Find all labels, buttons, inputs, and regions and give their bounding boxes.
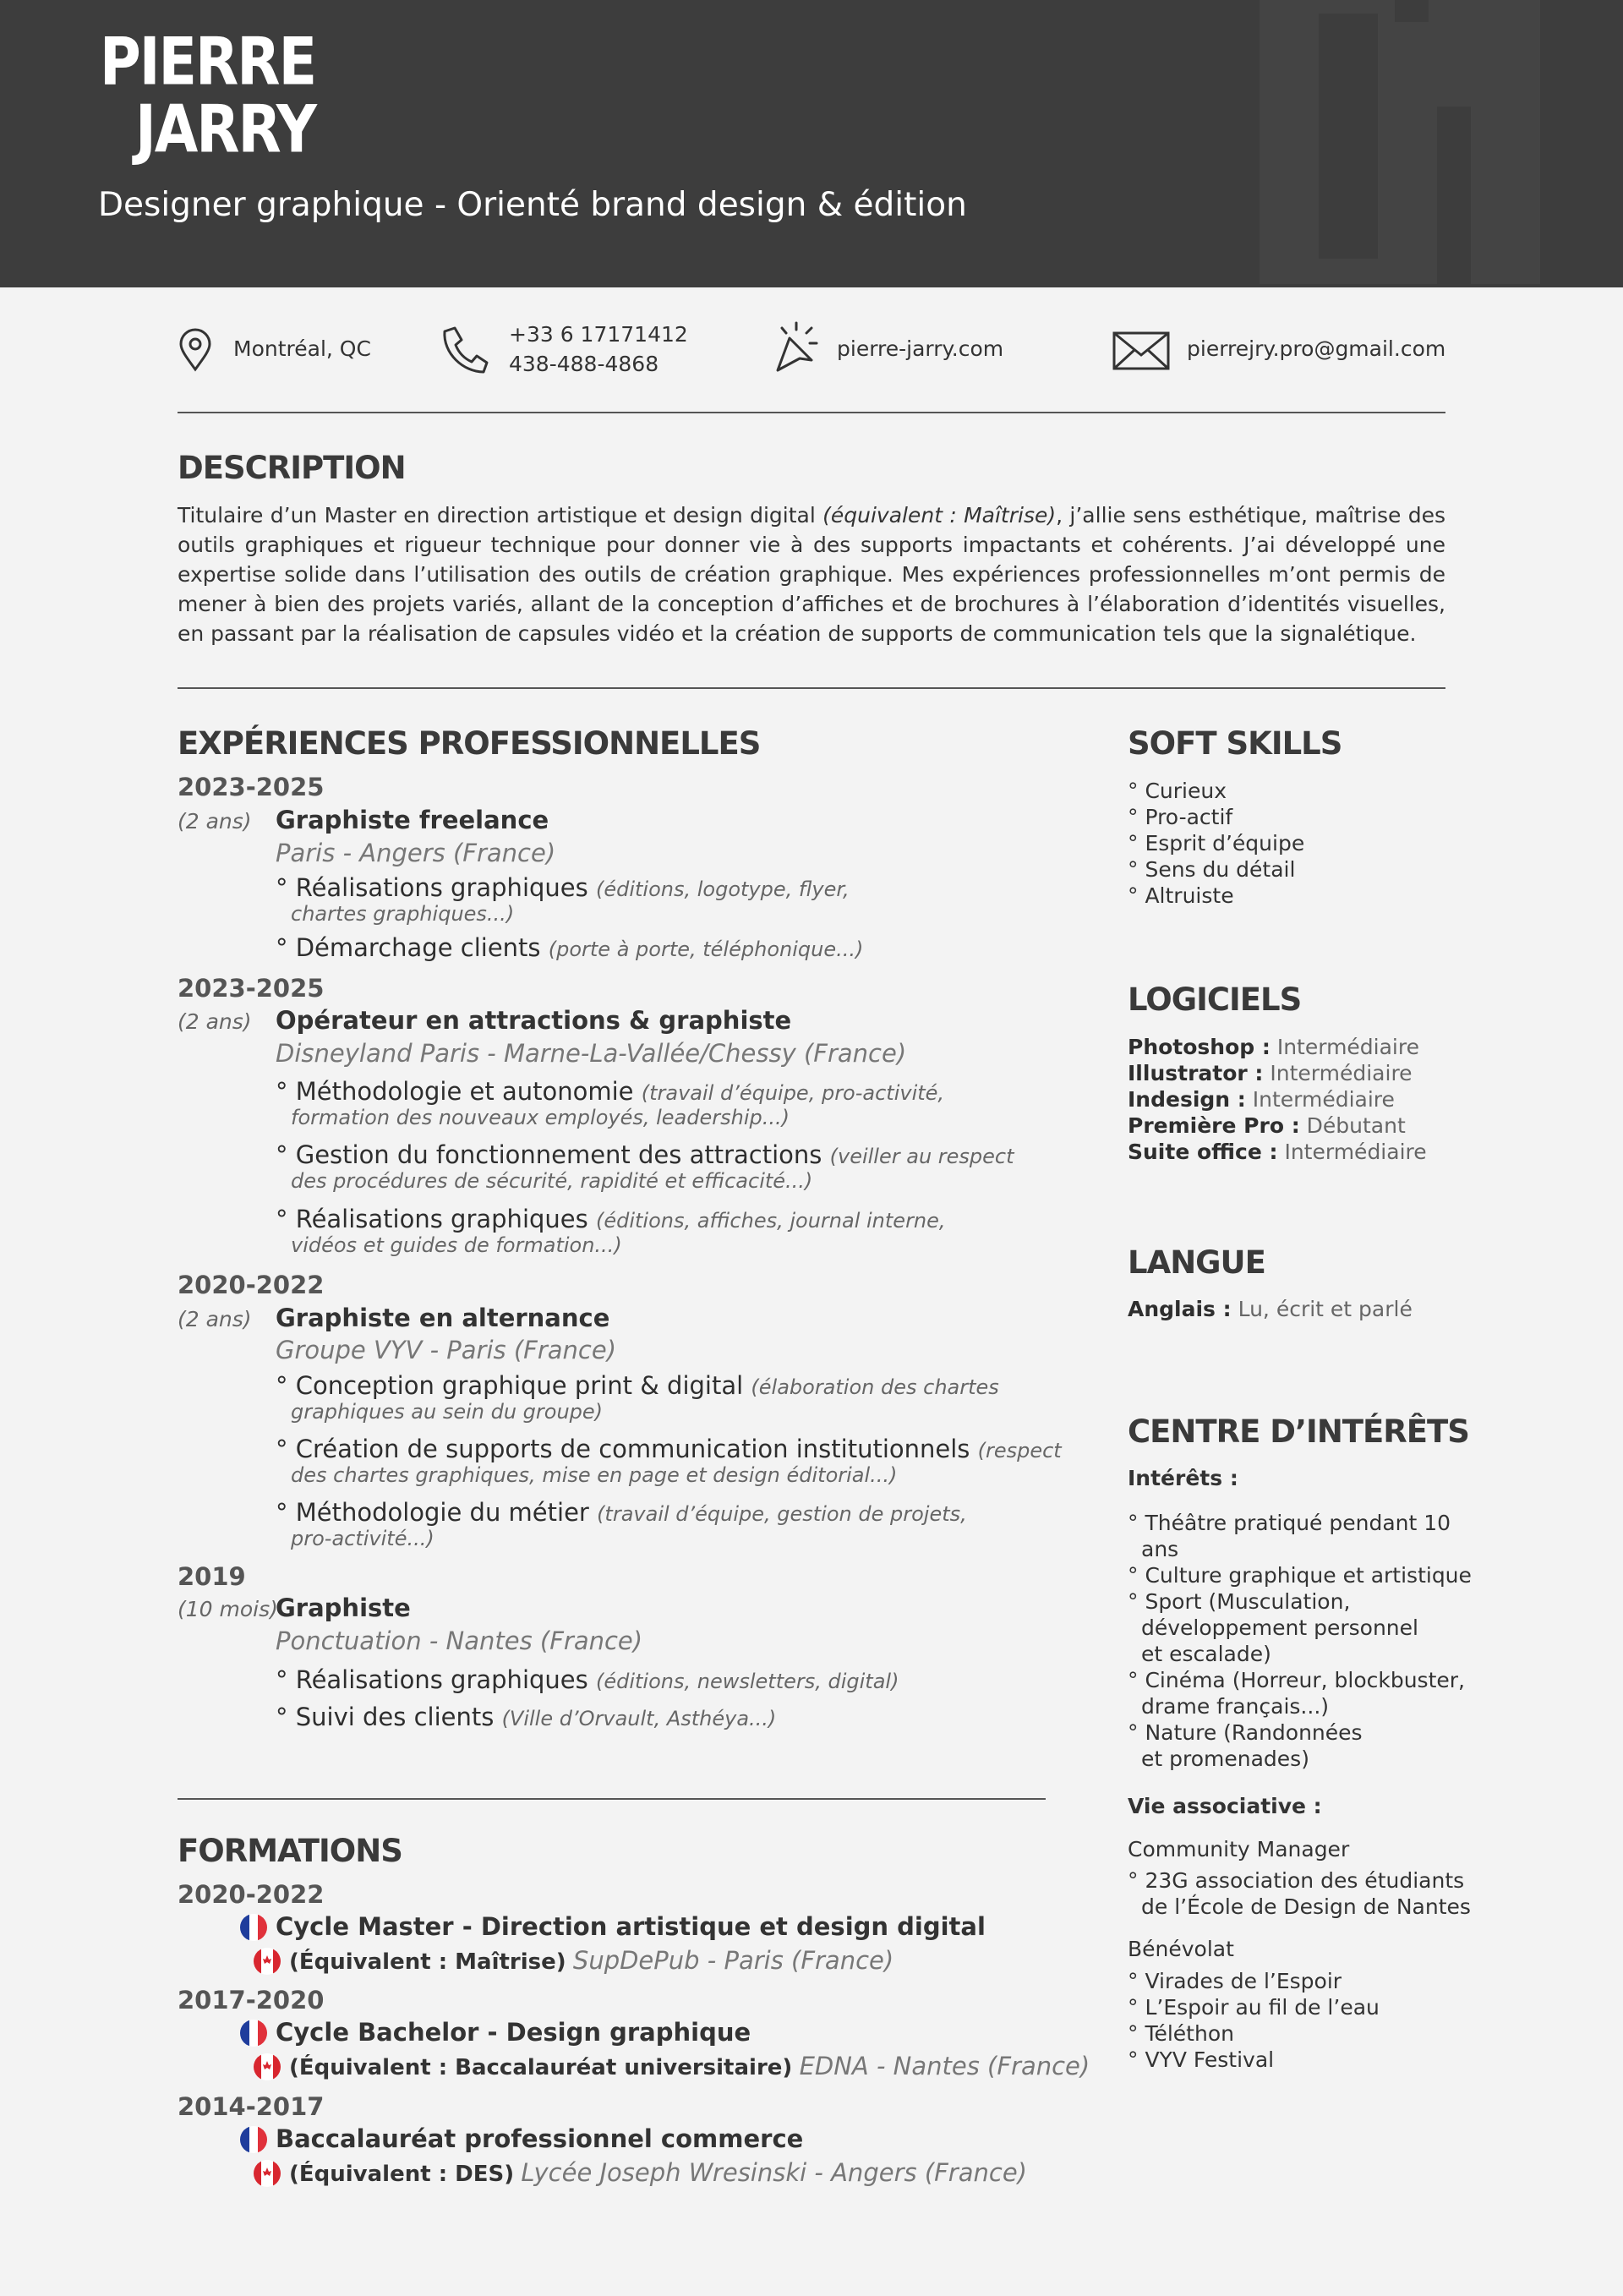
job-role: Graphiste en alternance xyxy=(276,1304,610,1332)
description-text xyxy=(178,500,1445,648)
job-place: Paris - Angers (France) xyxy=(276,839,556,867)
job-item-detail-cont: pro-activité...) xyxy=(291,1527,434,1550)
software-name: Première Pro : xyxy=(1128,1113,1300,1138)
contact-phone-1[interactable]: +33 6 17171412 xyxy=(509,322,688,347)
associative-list xyxy=(1128,1867,1471,1920)
job-item-detail-cont: formation des nouveaux employés, leadership...) xyxy=(291,1106,790,1129)
job-item xyxy=(276,873,850,904)
job-duration: (2 ans) xyxy=(178,1307,252,1331)
job-item-detail: (éditions, newsletters, digital) xyxy=(595,1670,899,1693)
list-item: ° Altruiste xyxy=(1128,883,1234,908)
job-item xyxy=(276,1371,999,1402)
canada-flag-icon xyxy=(254,2053,281,2080)
formation-degree: Cycle Bachelor - Design graphique xyxy=(276,2018,751,2047)
job-item xyxy=(276,1498,967,1528)
job-duration: (10 mois) xyxy=(178,1597,278,1621)
software-name: Suite office : xyxy=(1128,1140,1278,1164)
job-item-label: ° Réalisations graphiques xyxy=(276,1665,596,1694)
location-pin-icon xyxy=(174,328,216,372)
job-item-label: ° Méthodologie du métier xyxy=(276,1498,598,1527)
job-item-detail-cont: graphiques au sein du groupe) xyxy=(291,1400,604,1424)
job-item-detail: (respect xyxy=(977,1439,1062,1462)
canada-flag-icon xyxy=(254,2160,281,2187)
job-period: 2023-2025 xyxy=(178,974,325,1003)
job-item xyxy=(276,1205,946,1235)
job-item-label: ° Création de supports de communication institutionnels xyxy=(276,1435,978,1463)
list-item: ° L’Espoir au fil de l’eau xyxy=(1128,1995,1380,2020)
interests-heading: CENTRE D’INTÉRÊTS xyxy=(1128,1413,1469,1450)
job-place: Ponctuation - Nantes (France) xyxy=(276,1626,643,1655)
list-item: ° Théâtre pratiqué pendant 10 xyxy=(1128,1511,1451,1535)
list-item: ° Esprit d’équipe xyxy=(1128,831,1305,856)
language-name: Anglais : xyxy=(1128,1297,1232,1321)
job-place: Groupe VYV - Paris (France) xyxy=(276,1336,617,1364)
formation-equivalence xyxy=(289,1946,893,1975)
france-flag-icon xyxy=(240,2126,267,2153)
divider xyxy=(178,687,1445,689)
job-item xyxy=(276,1703,776,1733)
header-banner xyxy=(0,0,1623,287)
volunteer-label: Bénévolat xyxy=(1128,1937,1234,1961)
list-item: ° Culture graphique et artistique xyxy=(1128,1563,1472,1588)
name-first: PIERRE xyxy=(100,23,316,101)
job-item xyxy=(276,933,863,964)
software-level: Intermédiaire xyxy=(1252,1087,1395,1112)
formation-equiv-label: (Équivalent : DES) xyxy=(289,2162,515,2187)
formation-school: Lycée Joseph Wresinski - Angers (France) xyxy=(521,2158,1027,2187)
formation-degree: Baccalauréat professionnel commerce xyxy=(276,2124,804,2153)
job-item xyxy=(276,1665,899,1696)
job-item-label: ° Conception graphique print & digital xyxy=(276,1371,751,1400)
job-role: Graphiste freelance xyxy=(276,806,549,834)
interests-label: Intérêts : xyxy=(1128,1466,1238,1490)
job-item-detail: (Ville d’Orvault, Asthéya...) xyxy=(501,1707,777,1730)
job-duration: (2 ans) xyxy=(178,809,252,834)
job-item-detail: (veiller au respect xyxy=(829,1145,1014,1168)
france-flag-icon xyxy=(240,1914,267,1941)
experience-heading: EXPÉRIENCES PROFESSIONNELLES xyxy=(178,725,761,762)
formation-period: 2017-2020 xyxy=(178,1986,325,2014)
list-item: ° 23G association des étudiants xyxy=(1128,1868,1465,1893)
soft-skills-heading: SOFT SKILLS xyxy=(1128,725,1342,762)
list-item: ° Téléthon xyxy=(1128,2021,1234,2046)
formation-school: SupDePub - Paris (France) xyxy=(572,1946,894,1975)
list-item xyxy=(1128,1034,1427,1060)
contact-location: Montréal, QC xyxy=(233,336,371,361)
list-item xyxy=(1128,1086,1427,1112)
job-item-detail-cont: des chartes graphiques, mise en page et design éditorial...) xyxy=(291,1463,898,1487)
france-flag-icon xyxy=(240,2020,267,2047)
list-item-cont: développement personnel xyxy=(1141,1615,1418,1640)
soft-skills-list xyxy=(1128,778,1304,909)
monogram-watermark xyxy=(1260,0,1540,284)
list-item xyxy=(1128,1139,1427,1165)
software-name: Photoshop : xyxy=(1128,1035,1271,1059)
software-level: Débutant xyxy=(1306,1113,1406,1138)
job-item-detail: (travail d’équipe, gestion de projets, xyxy=(597,1502,967,1526)
list-item: ° Nature (Randonnées xyxy=(1128,1720,1363,1745)
list-item: ° Cinéma (Horreur, blockbuster, xyxy=(1128,1668,1465,1692)
envelope-icon xyxy=(1112,331,1170,370)
divider xyxy=(178,412,1445,413)
contact-website[interactable]: pierre-jarry.com xyxy=(837,336,1004,361)
job-item-detail: (éditions, logotype, flyer, xyxy=(595,877,850,901)
divider xyxy=(178,1798,1046,1800)
job-item-label: ° Gestion du fonctionnement des attractions xyxy=(276,1140,830,1169)
list-item: ° Sens du détail xyxy=(1128,857,1296,882)
job-item xyxy=(276,1077,944,1107)
list-item-cont: et escalade) xyxy=(1141,1642,1271,1666)
job-item-detail-cont: des procédures de sécurité, rapidité et efficacité...) xyxy=(291,1169,813,1193)
contact-phone-2[interactable]: 438-488-4868 xyxy=(509,352,659,376)
job-role: Graphiste xyxy=(276,1594,411,1622)
formation-degree: Cycle Master - Direction artistique et design digital xyxy=(276,1912,986,1941)
description-italic: (équivalent : Maîtrise) xyxy=(822,503,1057,528)
job-period: 2020-2022 xyxy=(178,1271,325,1299)
job-item-label: ° Réalisations graphiques xyxy=(276,1205,596,1233)
job-item xyxy=(276,1140,1014,1171)
formation-period: 2014-2017 xyxy=(178,2092,325,2121)
job-duration: (2 ans) xyxy=(178,1009,252,1034)
software-level: Intermédiaire xyxy=(1284,1140,1427,1164)
formation-equiv-label: (Équivalent : Baccalauréat universitaire) xyxy=(289,2055,793,2080)
software-name: Illustrator : xyxy=(1128,1061,1264,1085)
associative-label: Vie associative : xyxy=(1128,1794,1322,1818)
job-item-detail: (travail d’équipe, pro-activité, xyxy=(641,1081,945,1105)
software-heading: LOGICIELS xyxy=(1128,981,1302,1018)
list-item-cont: drame français...) xyxy=(1141,1694,1330,1719)
job-item-detail: (éditions, affiches, journal interne, xyxy=(595,1209,946,1233)
description-part-2: , j’allie sens esthétique, maîtrise des outils graphiques et rigueur technique pour donner vie à des supports impactants et cohérents. J’ai développé une expertise solide dans l’utilisation des outils de création graphique. Mes expériences professionnelles m’ont permis de mener à bien des projets variés, allant de la conception d’affiches et de brochures à l’élaboration d’identités visuelles, en passant par la réalisation de capsules vidéo et la création de supports de communication tels que la signalétique. xyxy=(178,503,1445,646)
list-item: ° Curieux xyxy=(1128,779,1227,803)
job-item-detail: (élaboration des chartes xyxy=(751,1375,999,1399)
job-item-detail-cont: vidéos et guides de formation...) xyxy=(291,1233,622,1257)
language-heading: LANGUE xyxy=(1128,1244,1265,1281)
software-level: Intermédiaire xyxy=(1276,1035,1419,1059)
job-period: 2023-2025 xyxy=(178,773,325,801)
canada-flag-icon xyxy=(254,1948,281,1975)
job-item-label: ° Méthodologie et autonomie xyxy=(276,1077,642,1106)
list-item-cont: de l’École de Design de Nantes xyxy=(1141,1894,1471,1919)
cursor-click-icon xyxy=(771,321,827,377)
software-list xyxy=(1128,1034,1427,1165)
formations-heading: FORMATIONS xyxy=(178,1833,402,1869)
job-item-detail-cont: chartes graphiques...) xyxy=(291,902,515,926)
formation-equivalence xyxy=(289,2158,1027,2187)
language-item xyxy=(1128,1296,1413,1322)
job-place: Disneyland Paris - Marne-La-Vallée/Chessy (France) xyxy=(276,1039,907,1068)
list-item: ° Virades de l’Espoir xyxy=(1128,1969,1342,1993)
job-role: Opérateur en attractions & graphiste xyxy=(276,1006,792,1035)
formation-period: 2020-2022 xyxy=(178,1880,325,1909)
list-item: ° Pro-actif xyxy=(1128,805,1233,829)
job-item xyxy=(276,1435,1062,1465)
list-item-cont: et promenades) xyxy=(1141,1747,1309,1771)
contact-email[interactable]: pierrejry.pro@gmail.com xyxy=(1187,336,1446,361)
job-item-detail: (porte à porte, téléphonique...) xyxy=(548,938,864,961)
list-item xyxy=(1128,1060,1427,1086)
software-name: Indesign : xyxy=(1128,1087,1246,1112)
list-item xyxy=(1128,1112,1427,1139)
job-item-label: ° Démarchage clients xyxy=(276,933,549,962)
list-item: ° VYV Festival xyxy=(1128,2047,1275,2072)
volunteer-list xyxy=(1128,1968,1380,2073)
software-level: Intermédiaire xyxy=(1270,1061,1413,1085)
phone-icon xyxy=(438,325,490,375)
job-subtitle: Designer graphique - Orienté brand design & édition xyxy=(98,186,967,224)
formation-equivalence xyxy=(289,2052,1090,2080)
associative-role: Community Manager xyxy=(1128,1837,1350,1861)
language-level: Lu, écrit et parlé xyxy=(1238,1297,1413,1321)
interests-list xyxy=(1128,1510,1472,1772)
description-part-1: Titulaire d’un Master en direction artistique et design digital xyxy=(178,503,823,528)
job-item-label: ° Réalisations graphiques xyxy=(276,873,596,902)
job-item-label: ° Suivi des clients xyxy=(276,1703,502,1731)
description-heading: DESCRIPTION xyxy=(178,450,406,486)
name-last: JARRY xyxy=(135,90,315,168)
formation-school: EDNA - Nantes (France) xyxy=(799,2052,1090,2080)
formation-equiv-label: (Équivalent : Maîtrise) xyxy=(289,1949,566,1975)
job-period: 2019 xyxy=(178,1562,246,1591)
list-item-cont: ans xyxy=(1141,1537,1179,1561)
list-item: ° Sport (Musculation, xyxy=(1128,1589,1351,1614)
